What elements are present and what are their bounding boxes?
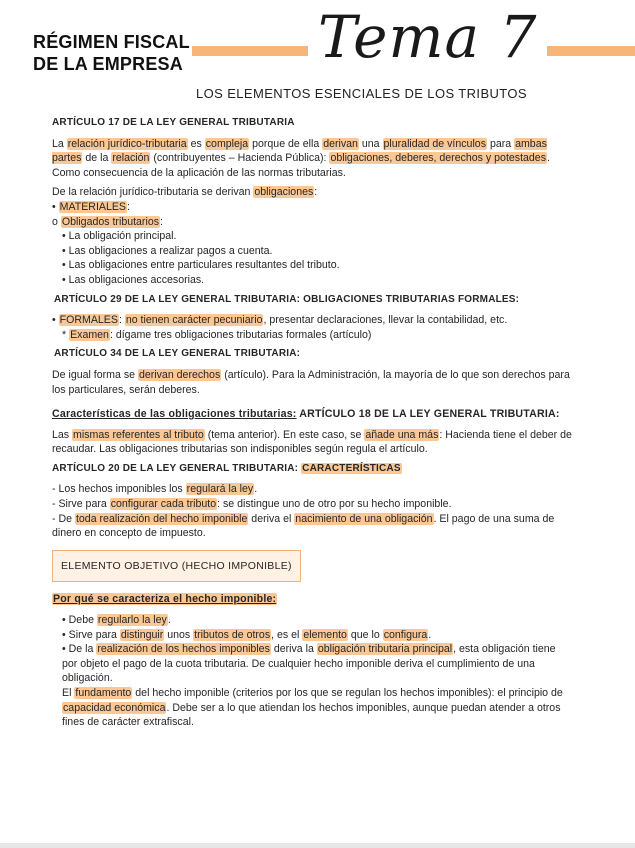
text: - De	[52, 512, 75, 525]
list-item: • Las obligaciones accesorias.	[62, 273, 205, 286]
text: del hecho imponible (criterios por los que se regulan los hechos imponibles): el principio de	[132, 687, 563, 699]
text: • Debe	[62, 614, 97, 627]
highlight: pluralidad de vínculos	[383, 137, 486, 150]
list-item	[62, 628, 572, 643]
text: : Hacienda tiene el deber de recaudar. Las obligaciones tributarias son indisponibles según regula el artículo.	[52, 428, 572, 456]
heading-underlined: Características de las obligaciones tributarias:	[52, 408, 297, 421]
course-title-line2: DE LA EMPRESA	[33, 54, 183, 74]
text: • De la	[62, 643, 97, 656]
derivan-line	[52, 185, 572, 200]
highlight: capacidad económica	[63, 701, 166, 714]
text: :	[126, 200, 130, 213]
text: deriva la	[270, 643, 317, 656]
highlight: configura	[383, 628, 428, 641]
highlight: obligación tributaria principal	[317, 643, 453, 656]
highlight: derivan derechos	[138, 368, 221, 381]
highlight: regularlo la ley	[97, 614, 167, 627]
course-title-line1: RÉGIMEN FISCAL	[33, 32, 190, 52]
heading-art20	[52, 462, 572, 477]
text: La	[52, 137, 67, 150]
highlight: obligaciones	[254, 186, 314, 199]
text: .	[428, 628, 432, 641]
highlight: fundamento	[75, 687, 132, 699]
page-subtitle: LOS ELEMENTOS ESENCIALES DE LOS TRIBUTOS	[196, 86, 527, 101]
text: , esta obligación tiene por objeto el pago de la cuota tributaria. De cualquier hecho imponible deriva el cumplimiento de una obligación.	[62, 643, 556, 685]
document-body	[52, 116, 572, 735]
text: :	[160, 215, 163, 228]
text: Las	[52, 428, 73, 441]
text: (artículo). Para la Administración, la mayoría de lo que son derechos para los particulares, serán deberes.	[52, 368, 570, 396]
highlight: distinguir	[120, 628, 164, 641]
highlight: Por qué se caracteriza el hecho imponible:	[53, 593, 277, 606]
heading-caracteristicas	[52, 407, 572, 422]
list-item: • Las obligaciones a realizar pagos a cuenta.	[62, 244, 273, 257]
highlight: MATERIALES	[59, 200, 126, 213]
text: es	[187, 137, 205, 150]
highlight: ambas partes	[52, 137, 547, 165]
highlight: relación	[112, 152, 150, 165]
paragraph-art34	[52, 368, 572, 397]
text: :	[118, 314, 125, 327]
highlight: FORMALES	[59, 314, 118, 327]
text: - Los hechos imponibles los	[52, 483, 186, 496]
list-item-materiales	[52, 200, 572, 215]
highlight: realización de los hechos imponibles	[97, 643, 270, 656]
highlight: Examen	[70, 328, 109, 341]
paragraph-fundamento	[62, 686, 572, 730]
text: : dígame tres obligaciones tributarias formales (artículo)	[109, 328, 372, 341]
text: para	[487, 137, 515, 150]
highlight: CARACTERÍSTICAS	[302, 462, 401, 474]
list-item	[52, 512, 572, 541]
list-item-formales	[52, 313, 572, 328]
text: ARTÍCULO 20 DE LA LEY GENERAL TRIBUTARIA:	[52, 462, 302, 474]
heading-art17: ARTÍCULO 17 DE LA LEY GENERAL TRIBUTARIA	[52, 117, 295, 128]
exam-note	[62, 328, 572, 343]
text: deriva el	[248, 512, 295, 525]
highlight: nacimiento de una obligación	[295, 512, 433, 525]
list-item	[52, 497, 572, 512]
text: : se distingue uno de otro por su hecho imponible.	[217, 498, 452, 511]
highlight: Obligados tributarios	[61, 215, 160, 228]
text: - Sirve para	[52, 498, 110, 511]
text: porque de ella	[249, 137, 323, 150]
text: .	[254, 483, 258, 496]
text: , es el	[271, 628, 303, 641]
highlight: toda realización del hecho imponible	[75, 512, 248, 525]
text: . Como consecuencia de la aplicación de las normas tributarias.	[52, 152, 550, 179]
highlight: elemento	[303, 628, 347, 641]
highlight: mismas referentes al tributo	[73, 428, 204, 441]
text: o	[52, 215, 61, 228]
text: (contribuyentes – Hacienda Pública):	[150, 152, 330, 165]
text: De igual forma se	[52, 368, 138, 381]
text: .	[167, 614, 171, 627]
text: , presentar declaraciones, llevar la contabilidad, etc.	[263, 314, 508, 327]
text: . El pago de una suma de dinero en concepto de impuesto.	[52, 512, 555, 540]
list-item: • La obligación principal.	[62, 230, 177, 243]
paragraph-art17	[52, 137, 572, 181]
highlight: compleja	[205, 137, 249, 150]
text: de la	[82, 152, 112, 165]
text: •	[52, 200, 59, 213]
text: . Debe ser a lo que atiendan los hechos imponibles, aunque puedan atender a otros fines de carácter extrafiscal.	[62, 701, 561, 729]
text: El	[62, 687, 75, 699]
heading-art29: ARTÍCULO 29 DE LA LEY GENERAL TRIBUTARIA: OBLIGACIONES TRIBUTARIAS FORMALES:	[54, 293, 520, 305]
list-item-obligados	[52, 215, 572, 230]
page-bottom-edge	[0, 843, 635, 848]
text: *	[62, 328, 70, 341]
highlight: configurar cada tributo	[110, 498, 217, 511]
text: (tema anterior). En este caso, se	[204, 428, 365, 441]
highlight: obligaciones, deberes, derechos y potestades	[330, 152, 546, 165]
list-item	[62, 642, 572, 686]
highlight: derivan	[323, 137, 358, 150]
text: una	[358, 137, 383, 150]
text: • Sirve para	[62, 628, 120, 641]
section-box: ELEMENTO OBJETIVO (HECHO IMPONIBLE)	[52, 550, 301, 583]
heading-hecho-imponible	[52, 592, 572, 607]
text: De la relación jurídico-tributaria se derivan	[52, 186, 254, 199]
course-title	[33, 31, 190, 75]
text: unos	[164, 628, 194, 641]
paragraph-art18	[52, 428, 572, 457]
highlight: regulará la ley	[186, 483, 254, 496]
text: •	[52, 314, 59, 327]
highlight: relación jurídico-tributaria	[67, 137, 187, 150]
text: que lo	[347, 628, 383, 641]
text: :	[314, 186, 318, 199]
list-item	[62, 613, 572, 628]
list-item: • Las obligaciones entre particulares resultantes del tributo.	[62, 259, 340, 272]
highlight: tributos de otros	[194, 628, 271, 641]
list-item	[52, 482, 572, 497]
tema-title: Tema 7	[308, 4, 547, 70]
heading-art18: ARTÍCULO 18 DE LA LEY GENERAL TRIBUTARIA:	[296, 408, 560, 421]
highlight: añade una más	[365, 428, 439, 441]
highlight: no tienen carácter pecuniario	[125, 314, 263, 327]
heading-art34: ARTÍCULO 34 DE LA LEY GENERAL TRIBUTARIA:	[54, 348, 301, 360]
